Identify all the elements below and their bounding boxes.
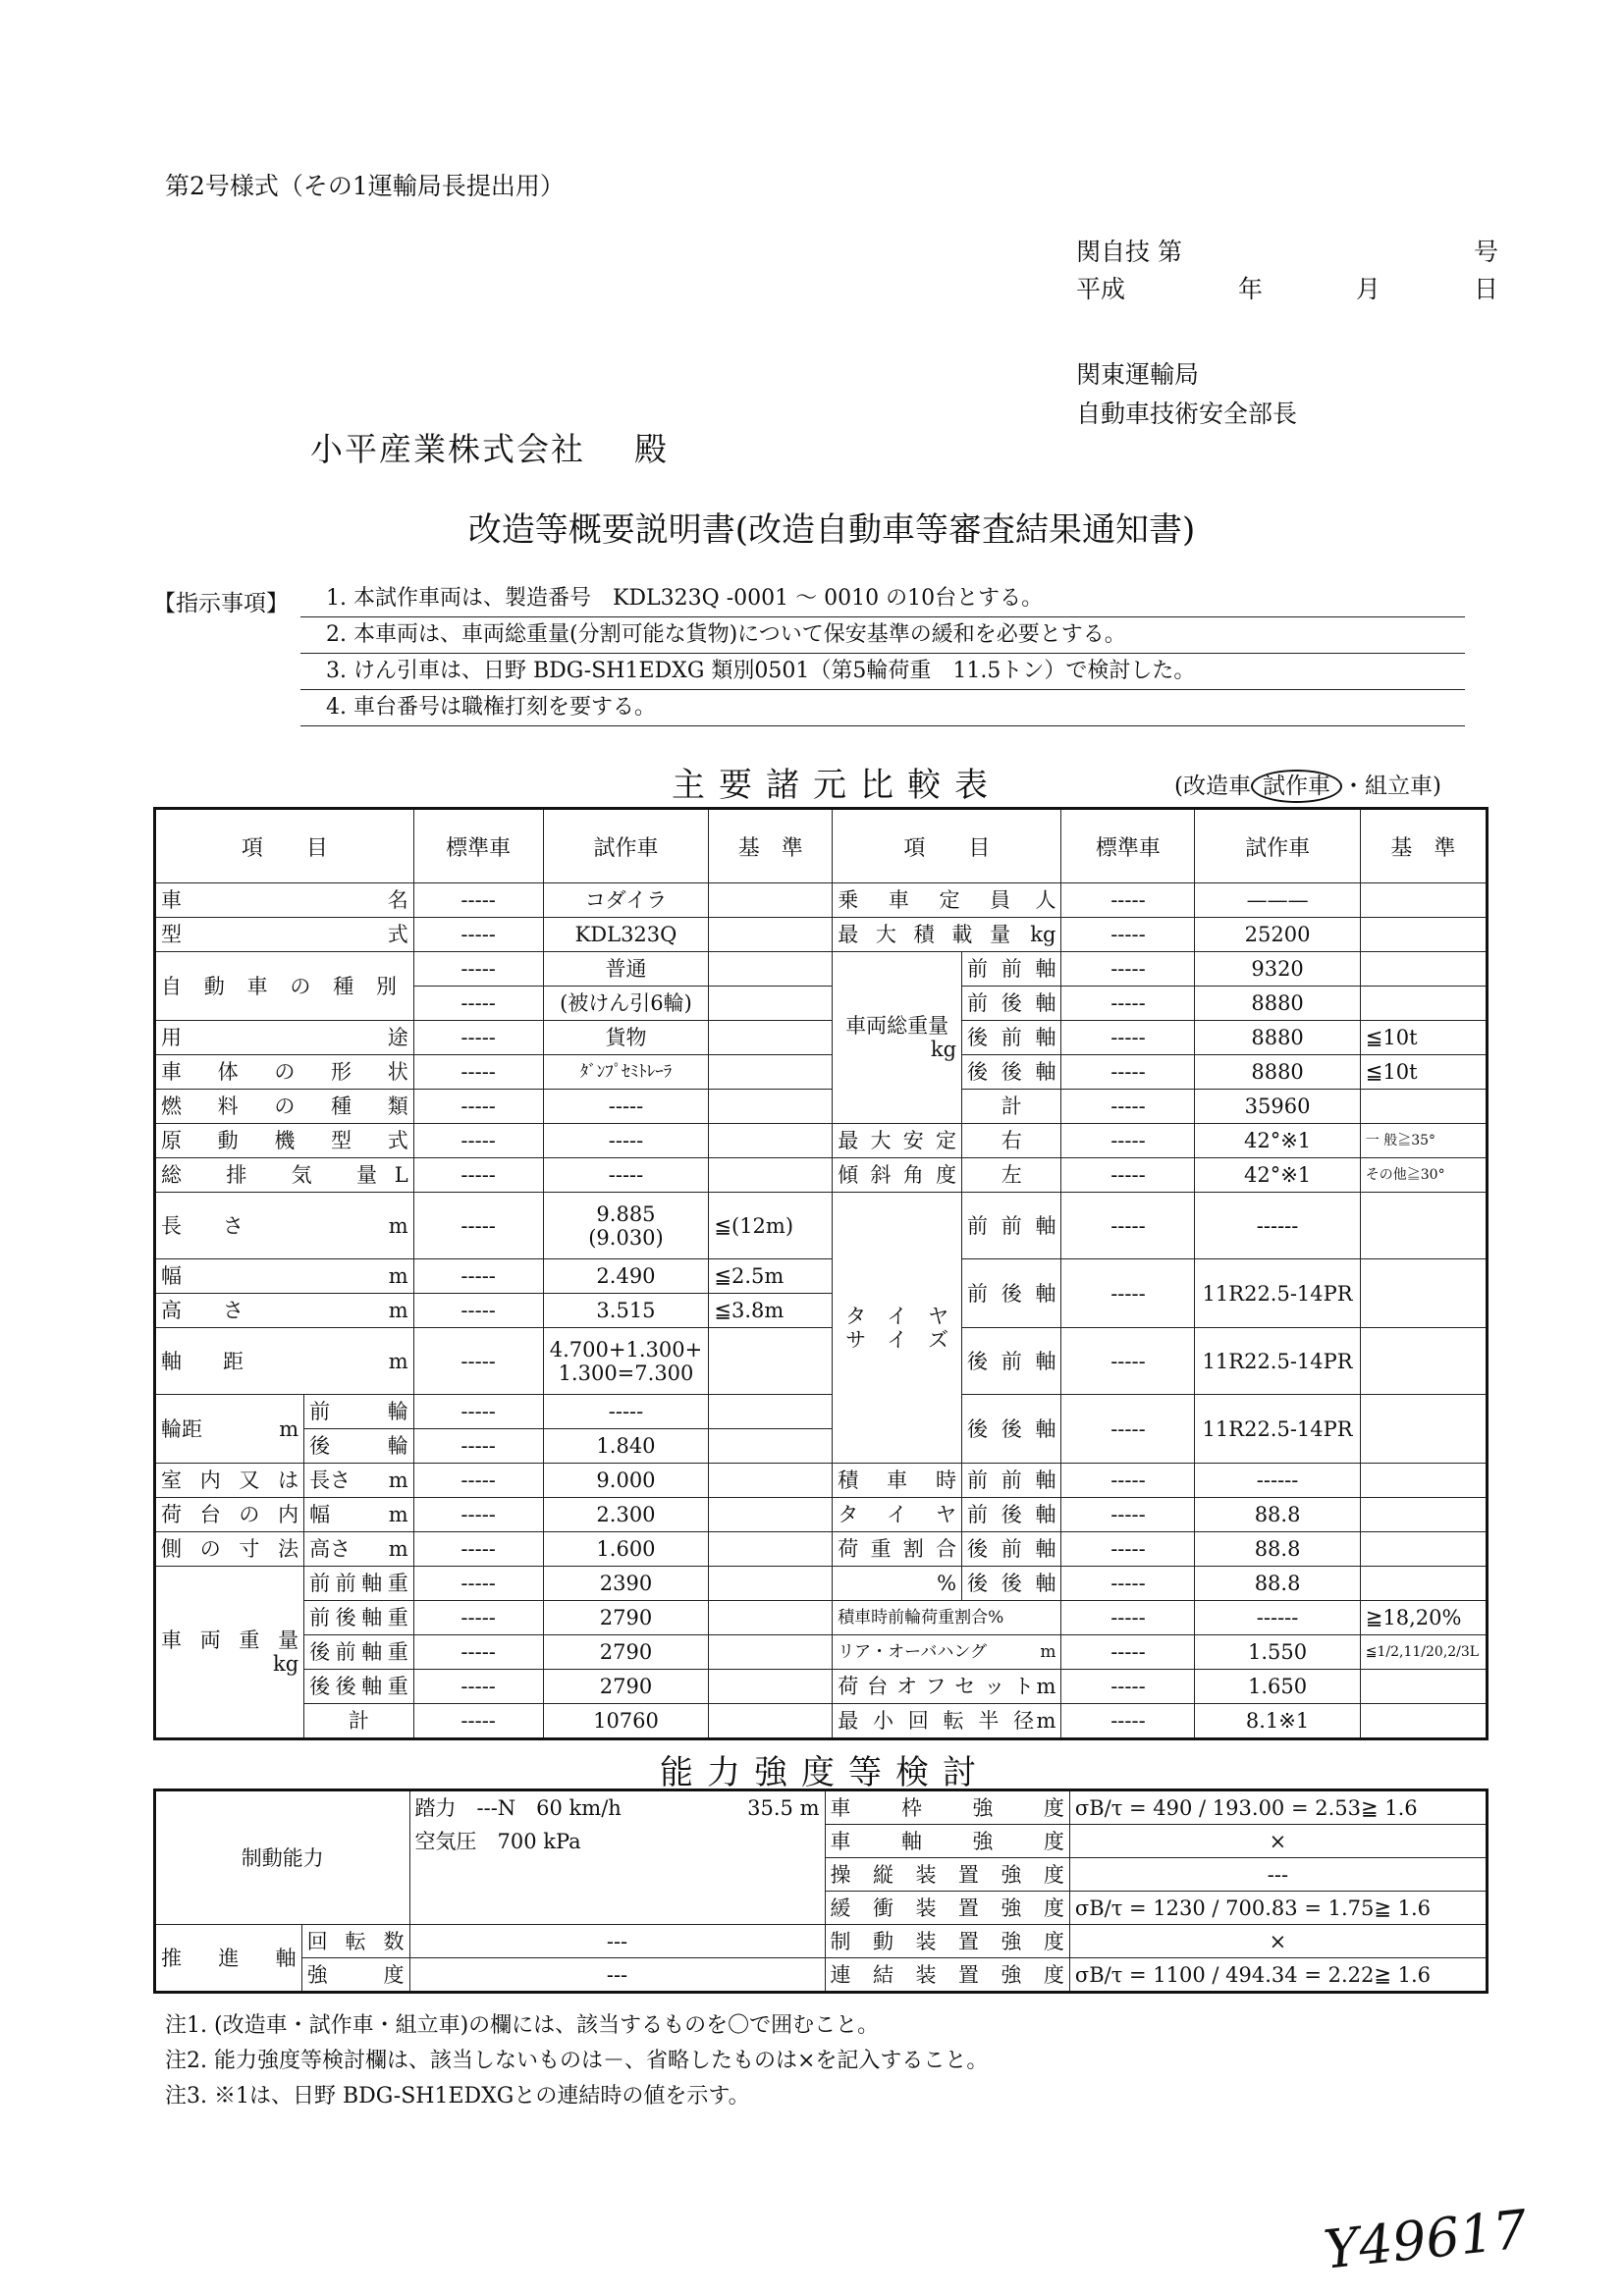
header-criteria: 基 準 <box>709 809 833 883</box>
label-displacement: 総排気量 L <box>155 1158 414 1193</box>
std-value: ----- <box>413 1294 543 1328</box>
criteria-value <box>709 1601 833 1635</box>
proto-value: 8880 <box>1195 987 1360 1021</box>
label-model: 型 式 <box>155 918 414 952</box>
selected-vehicle-type: 試作車 <box>1251 770 1342 803</box>
std-value: ----- <box>1061 1021 1195 1055</box>
std-value: ----- <box>1061 1704 1195 1739</box>
label-vehicle-class: 自動車の種別 <box>155 952 414 1021</box>
std-value: ----- <box>1061 1124 1195 1158</box>
proto-value: 11R22.5-14PR <box>1195 1259 1360 1328</box>
tread-rear: 後 輪 <box>304 1429 414 1464</box>
std-value: ----- <box>1061 1193 1195 1259</box>
label-propeller-shaft: 推進軸 <box>155 1925 302 1993</box>
label-steering-strength: 操縦装置強度 <box>825 1858 1069 1892</box>
vw-axle-ff: 前前軸重 <box>304 1567 414 1601</box>
criteria-value <box>709 1532 833 1567</box>
criteria-value <box>709 1567 833 1601</box>
std-value: ----- <box>413 1532 543 1567</box>
proto-value: KDL323Q <box>543 918 709 952</box>
proto-value: コダイラ <box>543 883 709 918</box>
axle-strength-value: × <box>1069 1825 1487 1858</box>
criteria-value: ≦10t <box>1360 1021 1487 1055</box>
room-length: 長さ m <box>304 1464 414 1498</box>
proto-value: 貨物 <box>543 1021 709 1055</box>
vw-axle-rf: 後前軸重 <box>304 1635 414 1670</box>
criteria-value <box>709 883 833 918</box>
std-value: ----- <box>1061 1670 1195 1704</box>
label-engine-model: 原動機型式 <box>155 1124 414 1158</box>
criteria-value: ≧18,20% <box>1360 1601 1487 1635</box>
label-use: 用 途 <box>155 1021 414 1055</box>
proto-value: 11R22.5-14PR <box>1195 1395 1360 1464</box>
criteria-value <box>1360 1464 1487 1498</box>
addressee: 小平産業株式会社 殿 <box>310 430 669 468</box>
criteria-value <box>1360 1328 1487 1395</box>
proto-value: ----- <box>543 1090 709 1124</box>
criteria-value <box>1360 1259 1487 1328</box>
spec-table-title: 主要諸元比較表 <box>672 766 1001 805</box>
shaft-strength-value: --- <box>409 1958 825 1993</box>
axle-front-rear: 前後軸 <box>962 1259 1061 1328</box>
std-value: ----- <box>413 1021 543 1055</box>
std-value: ----- <box>1061 1259 1195 1328</box>
criteria-value <box>1360 1704 1487 1739</box>
label-load-ratio-1: 積車時 <box>833 1464 962 1498</box>
proto-value: ----- <box>543 1124 709 1158</box>
tread-front: 前 輪 <box>304 1395 414 1429</box>
document-title: 改造等概要説明書(改造自動車等審査結果通知書) <box>467 510 1196 550</box>
proto-value: 1.650 <box>1195 1670 1360 1704</box>
std-value: ----- <box>1061 1498 1195 1532</box>
label-max-load: 最大積載量 kg <box>833 918 1061 952</box>
handwritten-number: Y49617 <box>1321 2198 1531 2281</box>
note-item: 注2. 能力強度等検討欄は、該当しないものは－、省略したものは×を記入すること。 <box>165 2049 989 2073</box>
note-item: 注3. ※1は、日野 BDG-SH1EDXGとの連結時の値を示す。 <box>165 2084 750 2109</box>
header-criteria: 基 準 <box>1360 809 1487 883</box>
std-value: ----- <box>413 1124 543 1158</box>
criteria-value <box>1360 987 1487 1021</box>
notes <box>165 2008 988 2114</box>
criteria-value: ≦3.8m <box>709 1294 833 1328</box>
label-min-turning-radius: 最小回転半径 m <box>833 1704 1061 1739</box>
criteria-value <box>709 1158 833 1193</box>
proto-value: 42°※1 <box>1195 1158 1360 1193</box>
suspension-strength-value: σB/τ = 1230 / 700.83 = 1.75≧ 1.6 <box>1069 1892 1487 1925</box>
std-value: ----- <box>413 1464 543 1498</box>
std-value: ----- <box>1061 1567 1195 1601</box>
label-coupling-strength: 連結装置強度 <box>825 1958 1069 1993</box>
proto-value: 8880 <box>1195 1055 1360 1090</box>
header-standard: 標準車 <box>413 809 543 883</box>
criteria-value <box>1360 918 1487 952</box>
label-bed-offset: 荷台オフセット m <box>833 1670 1061 1704</box>
vw-axle-rr: 後後軸重 <box>304 1670 414 1704</box>
form-number: 第2号様式（その1運輸局長提出用） <box>165 172 565 200</box>
criteria-value <box>1360 1090 1487 1124</box>
axle-total: 計 <box>962 1090 1061 1124</box>
proto-value: 9.000 <box>543 1464 709 1498</box>
proto-value: 2.300 <box>543 1498 709 1532</box>
std-value: ----- <box>413 1055 543 1090</box>
proto-value: ----- <box>543 1395 709 1429</box>
std-value: ----- <box>1061 1055 1195 1090</box>
label-capacity: 乗車定員 人 <box>833 883 1061 918</box>
label-body-shape: 車体の形状 <box>155 1055 414 1090</box>
label-brake-device-strength: 制動装置強度 <box>825 1925 1069 1958</box>
criteria-value <box>1360 1670 1487 1704</box>
proto-value: ------ <box>1195 1193 1360 1259</box>
proto-value: ——— <box>1195 883 1360 918</box>
proto-value: ﾀﾞﾝﾌﾟｾﾐﾄﾚｰﾗ <box>543 1055 709 1090</box>
criteria-value: 一 般≧35° <box>1360 1124 1487 1158</box>
std-value: ----- <box>1061 1328 1195 1395</box>
std-value: ----- <box>1061 1464 1195 1498</box>
load-ratio-unit: % <box>833 1567 962 1601</box>
axle-rear-rear: 後後軸 <box>962 1055 1061 1090</box>
proto-value: 35960 <box>1195 1090 1360 1124</box>
label-width: 幅 m <box>155 1259 414 1294</box>
proto-value: 25200 <box>1195 918 1360 952</box>
proto-value: 4.700+1.300+ 1.300=7.300 <box>543 1328 709 1395</box>
std-value: ----- <box>413 1567 543 1601</box>
label-frame-strength: 車枠強度 <box>825 1790 1069 1825</box>
axle-front-rear: 前後軸 <box>962 1498 1061 1532</box>
std-value: ----- <box>413 1395 543 1429</box>
proto-value: 88.8 <box>1195 1567 1360 1601</box>
proto-value: 1.840 <box>543 1429 709 1464</box>
axle-front-front: 前前軸 <box>962 1193 1061 1259</box>
proto-value: 9.885 (9.030) <box>543 1193 709 1259</box>
proto-value: 1.550 <box>1195 1635 1360 1670</box>
std-value: ----- <box>413 1259 543 1294</box>
label-rear-overhang: リア・オーバハング m <box>833 1635 1061 1670</box>
axle-rear-front: 後前軸 <box>962 1328 1061 1395</box>
criteria-value <box>709 1090 833 1124</box>
proto-value: 10760 <box>543 1704 709 1739</box>
instructions-heading: 【指示事項】 <box>153 591 289 616</box>
instruction-item: 3. けん引車は、日野 BDG-SH1EDXG 類別0501（第5輪荷重 11.5トン）で検討した。 <box>300 654 1465 690</box>
std-value: ----- <box>1061 1601 1195 1635</box>
std-value: ----- <box>413 952 543 987</box>
capability-table <box>153 1789 1489 1994</box>
axle-front-front: 前前軸 <box>962 952 1061 987</box>
axle-rear-rear: 後後軸 <box>962 1567 1061 1601</box>
label-braking: 制動能力 <box>155 1790 410 1925</box>
criteria-value <box>709 1670 833 1704</box>
proto-value: 88.8 <box>1195 1498 1360 1532</box>
label-tilt-angle-1: 最大安定 <box>833 1124 962 1158</box>
header-standard: 標準車 <box>1061 809 1195 883</box>
label-load-ratio-3: 荷重割合 <box>833 1532 962 1567</box>
capability-title: 能力強度等検討 <box>660 1753 990 1792</box>
std-value: ----- <box>413 1429 543 1464</box>
criteria-value <box>709 1429 833 1464</box>
std-value: ----- <box>413 1090 543 1124</box>
vw-total: 計 <box>304 1704 414 1739</box>
label-rpm: 回転数 <box>301 1925 409 1958</box>
rpm-value: --- <box>409 1925 825 1958</box>
label-tread: 輪距 m <box>155 1395 304 1464</box>
header-prototype: 試作車 <box>543 809 709 883</box>
proto-value: ----- <box>543 1158 709 1193</box>
criteria-value: その他≧30° <box>1360 1158 1487 1193</box>
proto-value: 2.490 <box>543 1259 709 1294</box>
proto-value: 普通 <box>543 952 709 987</box>
std-value: ----- <box>413 1601 543 1635</box>
criteria-value <box>709 1704 833 1739</box>
proto-value: (被けん引6輪) <box>543 987 709 1021</box>
label-shaft-strength: 強 度 <box>301 1958 409 1993</box>
frame-strength-value: σB/τ = 490 / 193.00 = 2.53≧ 1.6 <box>1069 1790 1487 1825</box>
std-value: ----- <box>413 1328 543 1395</box>
axle-rear-front: 後前軸 <box>962 1532 1061 1567</box>
steering-strength-value: --- <box>1069 1858 1487 1892</box>
std-value: ----- <box>1061 987 1195 1021</box>
label-wheelbase: 軸 距 m <box>155 1328 414 1395</box>
room-width: 幅 m <box>304 1498 414 1532</box>
criteria-value: ≦1/2,11/20,2/3L <box>1360 1635 1487 1670</box>
coupling-strength-value: σB/τ = 1100 / 494.34 = 2.22≧ 1.6 <box>1069 1958 1487 1993</box>
label-suspension-strength: 緩衝装置強度 <box>825 1892 1069 1925</box>
label-axle-strength: 車軸強度 <box>825 1825 1069 1858</box>
instruction-item: 1. 本試作車両は、製造番号 KDL323Q -0001 ～ 0010 の10台とする。 <box>300 581 1465 617</box>
std-value: ----- <box>413 918 543 952</box>
criteria-value <box>709 1328 833 1395</box>
header-prototype: 試作車 <box>1195 809 1360 883</box>
criteria-value <box>1360 883 1487 918</box>
label-room-2: 荷台の内 <box>155 1498 304 1532</box>
criteria-value <box>1360 1395 1487 1464</box>
label-tire-size: タ イ ヤ サ イ ズ <box>833 1193 962 1464</box>
std-value: ----- <box>1061 883 1195 918</box>
proto-value: 42°※1 <box>1195 1124 1360 1158</box>
proto-value: 8.1※1 <box>1195 1704 1360 1739</box>
proto-value: 3.515 <box>543 1294 709 1328</box>
std-value: ----- <box>1061 1635 1195 1670</box>
label-front-wheel-ratio: 積車時前輪荷重割合% <box>833 1601 1061 1635</box>
spec-comparison-table <box>153 807 1489 1740</box>
note-item: 注1. (改造車・試作車・組立車)の欄には、該当するものを〇で囲むこと。 <box>165 2013 880 2038</box>
std-value: ----- <box>413 987 543 1021</box>
std-value: ----- <box>413 1158 543 1193</box>
criteria-value <box>1360 1193 1487 1259</box>
axle-front-front: 前前軸 <box>962 1464 1061 1498</box>
room-height: 高さ m <box>304 1532 414 1567</box>
criteria-value <box>1360 1532 1487 1567</box>
instruction-item: 2. 本車両は、車両総重量(分割可能な貨物)について保安基準の緩和を必要とする。 <box>300 617 1465 654</box>
criteria-value <box>709 1498 833 1532</box>
std-value: ----- <box>413 1635 543 1670</box>
issue-number-block: 関自技 第 号 平成 年 月 日 <box>1076 238 1498 303</box>
proto-value: 1.600 <box>543 1532 709 1567</box>
std-value: ----- <box>1061 1090 1195 1124</box>
proto-value: 8880 <box>1195 1021 1360 1055</box>
label-vehicle-name: 車 名 <box>155 883 414 918</box>
criteria-value <box>709 1464 833 1498</box>
header-item: 項 目 <box>833 809 1061 883</box>
criteria-value <box>709 1395 833 1429</box>
criteria-value: ≦2.5m <box>709 1259 833 1294</box>
std-value: ----- <box>1061 1532 1195 1567</box>
tilt-left: 左 <box>962 1158 1061 1193</box>
std-value: ----- <box>413 1498 543 1532</box>
axle-rear-rear: 後後軸 <box>962 1395 1061 1464</box>
criteria-value <box>709 952 833 987</box>
instructions-list <box>300 581 1465 726</box>
proto-value: 2790 <box>543 1601 709 1635</box>
criteria-value <box>709 1055 833 1090</box>
instruction-item: 4. 車台番号は職権打刻を要する。 <box>300 690 1465 726</box>
proto-value: 88.8 <box>1195 1532 1360 1567</box>
criteria-value: ≦10t <box>1360 1055 1487 1090</box>
label-room-3: 側の寸法 <box>155 1532 304 1567</box>
criteria-value <box>709 987 833 1021</box>
label-length: 長 さ m <box>155 1193 414 1259</box>
label-tilt-angle-2: 傾斜角度 <box>833 1158 962 1193</box>
label-vehicle-weight: 車両重量 kg <box>155 1567 304 1739</box>
axle-rear-front: 後前軸 <box>962 1021 1061 1055</box>
vehicle-type-selector: (改造車 試作車 ・組立車) <box>1174 768 1441 800</box>
std-value: ----- <box>1061 918 1195 952</box>
std-value: ----- <box>1061 952 1195 987</box>
criteria-value <box>709 1021 833 1055</box>
criteria-value <box>1360 1567 1487 1601</box>
label-gross-weight: 車両総重量 kg <box>833 952 962 1124</box>
label-fuel-type: 燃料の種類 <box>155 1090 414 1124</box>
proto-value: 2390 <box>543 1567 709 1601</box>
criteria-value: ≦(12m) <box>709 1193 833 1259</box>
criteria-value <box>709 1124 833 1158</box>
proto-value: 2790 <box>543 1635 709 1670</box>
proto-value: ------ <box>1195 1464 1360 1498</box>
issuer: 関東運輸局 自動車技術安全部長 <box>1076 360 1298 428</box>
proto-value: 2790 <box>543 1670 709 1704</box>
criteria-value <box>1360 1498 1487 1532</box>
std-value: ----- <box>413 1193 543 1259</box>
criteria-value <box>709 918 833 952</box>
label-room-1: 室内又は <box>155 1464 304 1498</box>
std-value: ----- <box>1061 1395 1195 1464</box>
label-height: 高 さ m <box>155 1294 414 1328</box>
tilt-right: 右 <box>962 1124 1061 1158</box>
label-load-ratio-2: タイヤ <box>833 1498 962 1532</box>
proto-value: 11R22.5-14PR <box>1195 1328 1360 1395</box>
std-value: ----- <box>1061 1158 1195 1193</box>
proto-value: ------ <box>1195 1601 1360 1635</box>
std-value: ----- <box>413 883 543 918</box>
criteria-value <box>709 1635 833 1670</box>
vw-axle-fr: 前後軸重 <box>304 1601 414 1635</box>
axle-front-rear: 前後軸 <box>962 987 1061 1021</box>
brake-device-strength-value: × <box>1069 1925 1487 1958</box>
criteria-value <box>1360 952 1487 987</box>
header-item: 項 目 <box>155 809 414 883</box>
braking-values: 踏力 ---N 60 km/h 35.5 m 空気圧 700 kPa <box>409 1790 825 1925</box>
std-value: ----- <box>413 1704 543 1739</box>
std-value: ----- <box>413 1670 543 1704</box>
proto-value: 9320 <box>1195 952 1360 987</box>
